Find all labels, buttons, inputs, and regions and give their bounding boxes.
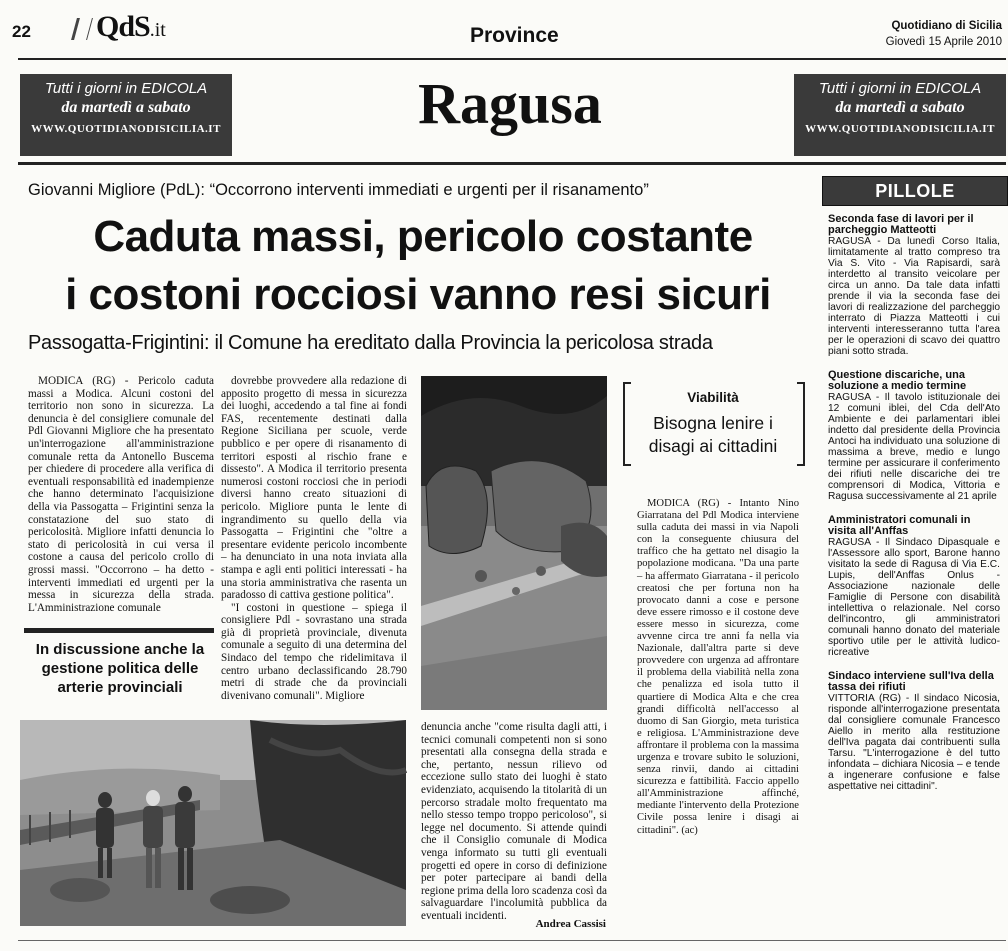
section-title: Province (470, 24, 559, 47)
pillole-list (828, 214, 1000, 944)
promo-line2: da martedì a sabato (835, 99, 965, 116)
article-subhead: Passogatta-Frigintini: il Comune ha ereditato dalla Provincia la pericolosa strada (28, 332, 713, 354)
city-title: Ragusa (418, 71, 602, 136)
article-paragraph: MODICA (RG) - Pericolo caduta massi a Modica. Alcuni costoni del territorio non sono in sicurezza. La denuncia è del consigliere comunale del Pdl Giovanni Migliore che ha presentato un'interrogazione all'amministrazione comunale retta da Antonello Buscema per chiedere di procedere alla verifica di eventuali responsabilità ed inadempienze che hanno determinato l'acquisizione della via Passogatta – Frigintini senza la constatazione del suo stato di pericolosità. Migliore infatti denuncia lo stato di pericolosità in cui versa il costone a causa del pericolo crollo di grossi massi. "Occorrono – ha detto - interventi immediati ed urgenti per la messa in sicurezza della strada. L'Amministrazione comunale (28, 375, 214, 614)
page-number: 22 (12, 22, 31, 41)
logo-suffix: .it (149, 19, 166, 41)
pillole-item-title: Amministratori comunali in visita all'Anffas (828, 514, 971, 537)
sidebar-box-title: Bisogna lenire i disagi ai cittadini (648, 413, 778, 456)
article-paragraph: dovrebbe provvedere alla redazione di apposito progetto di messa in sicurezza dei luoghi, accedendo a tal fine ai fondi FAS, recentemente destinati dalla Regione Siciliana per scuole, verde pubblico e per opere di risanamento di territori esposti al rischio frane e dissesto". A Modica il territorio presenta numerosi costoni rocciosi che in periodi diversi hanno creato situazioni di pericolo. Migliore punta le lente di ingrandimento su quello della via Passogatta – Frigintini che "oltre a presentare evidente pericolo incombente – ha denunciato in una nota inviata alla stampa e agli enti politici interessati - ha una storia amministrativa che rasenta un paradosso di cattiva gestione politica". (221, 375, 407, 602)
article-kicker: Giovanni Migliore (PdL): “Occorrono interventi immediati e urgenti per il risanamento” (28, 181, 649, 199)
promo-right (794, 74, 1006, 156)
headline-line1: Caduta massi, pericolo costante (93, 212, 753, 261)
photo-fallen-rocks (421, 376, 607, 710)
footer-rule (18, 940, 1006, 941)
pillole-header (822, 176, 1008, 206)
logo (74, 10, 166, 46)
promo-line1: Tutti i giorni in EDICOLA (818, 80, 982, 97)
pillole-title: PILLOLE (875, 181, 955, 201)
photo-pedestrians-road (20, 720, 406, 926)
promo-url: WWW.QUOTIDIANODISICILIA.IT (805, 123, 995, 135)
pullquote: In discussione anche la gestione politica delle arterie provinciali (35, 641, 205, 696)
pillole-item (828, 515, 1000, 658)
logo-text: QdS (96, 10, 150, 43)
promo-left (20, 74, 232, 156)
promo-line1: Tutti i giorni in EDICOLA (44, 80, 208, 97)
logo-mark-icon (71, 18, 93, 40)
pillole-item (828, 214, 1000, 357)
pillole-item-text: RAGUSA - Il tavolo istituzionale dei 12 comuni iblei, del Cda dell'Ato Ambiente e dei parlamentari iblei indetto dal presidente della Provincia Antoci ha individuato una soluzione di massima a breve, medio e lungo termine per assicurare il conferimento dei rifiuti nelle discariche dei tre comprensori di Modica, Vittoria e Ragusa successivamente al 21 aprile (828, 392, 1000, 502)
pillole-item (828, 370, 1000, 502)
pillole-item-title: Questione discariche, una soluzione a medio termine (828, 369, 967, 392)
article-paragraph: denuncia anche "come risulta dagli atti, i tecnici comunali competenti non si sono presentati alla consegna della strada e che, pertanto, nessun rilievo od eccezione sullo stato dei luoghi è stato evidenziato, acquisendo la titolarità di un percorso stradale molto frequentato ma nello stesso tempo troppo pericoloso", si legge nel documento. Si attende quindi che il Consiglio comunale di Modica venga informato su tutti gli eventuali progetti ed opere in corso di definizione per poter partecipare ai bandi della regione prima della loro scadenza così da salvaguardare l'incolumità pubblica da eventuali incidenti. (421, 721, 607, 922)
article-column-2 (221, 375, 407, 710)
pillole-item-text: VITTORIA (RG) - Il sindaco Nicosia, risponde all'interrogazione presentata dal consigliere comunale Francesco Aiello in merito alla restituzione dell'Iva pagata dai contribuenti sulla Tarsu. "L'interrogazione è del tutto infondata – dichiara Nicosia – e tende a ingenerare confusione e false aspettative nei cittadini". (828, 693, 1000, 792)
pillole-item (828, 671, 1000, 792)
promo-url: WWW.QUOTIDIANODISICILIA.IT (31, 123, 221, 135)
newspaper-name: Quotidiano di Sicilia (891, 20, 1002, 32)
article-column-1 (28, 375, 214, 614)
header-rule (18, 58, 1006, 60)
article-paragraph: "I costoni in questione – spiega il consigliere Pdl - sovrastano una strada già di proprietà provinciale, divenuta comunale a seguito di una determina del Sindaco del tempo che ridelimitava il centro urbano declassificando 28.790 metri di strade che da provinciali divenivano comunali". Migliore (221, 601, 407, 702)
article-byline: Andrea Cassisi (535, 918, 606, 930)
section-rule (18, 162, 1006, 165)
promo-line2: da martedì a sabato (61, 99, 191, 116)
sidebar-box-label: Viabilità (687, 390, 739, 405)
pillole-item-title: Sindaco interviene sull'Iva della tassa dei rifiuti (828, 670, 994, 693)
headline-line2: i costoni rocciosi vanno resi sicuri (65, 270, 771, 319)
pullquote-top-rule (24, 628, 214, 633)
issue-date: Giovedì 15 Aprile 2010 (885, 36, 1002, 48)
sidebar-box-bracket-left (623, 382, 631, 466)
sidebar-box-body (637, 498, 799, 868)
pillole-item-text: RAGUSA - Il Sindaco Dipasquale e l'Assessore allo sport, Barone hanno visitato la sede di Ragusa di Via E.C. Lupis, dell'Anffas Onlus - Associazione nazionale delle Famiglie di Persone con disabilità intellettiva o relazionale. Nel corso dell'incontro, gli amministratori comunali hanno donato del materiale sportivo utile per le attività ludico-ricreative (828, 537, 1000, 658)
sidebar-box-paragraph: MODICA (RG) - Intanto Nino Giarratana del Pdl Modica interviene sulla caduta dei massi in via Napoli con la conseguente chiusura del traffico che ha gettato nel disagio la popolazione modicana. "Da una parte – ha affermato Giarratana - il pericolo creatosi che per fortuna non ha provocato danni a cose e persone deve essere rimosso e il costone deve essere messo in sicurezza, come avvenne circa tre anni fa nella via Nazionale, dall'altra parte si deve provvedere con urgenza ad affrontare il problema della viabilità nella zona che penalizza ed isola tutto il quartiere di Modica Alta e che crea grandi difficoltà nell'accesso al duomo di San Giorgio, meta turistica e religiosa. L'Amministrazione deve affrontare il problema con la massima urgenza e trovare subito le soluzioni, senza rinvii, dando ai cittadini sicurezza e fattibilità. Faccio appello all'Amministrazione affinché, mediante l'intervento della Protezione Civile possa lenire i disagi ai cittadini". (ac) (637, 498, 799, 836)
pillole-item-title: Seconda fase di lavori per il parcheggio Matteotti (828, 213, 974, 236)
article-column-3 (421, 721, 607, 922)
sidebar-box-bracket-right (797, 382, 805, 466)
pillole-item-text: RAGUSA - Da lunedì Corso Italia, limitatamente al tratto compreso tra Via S. Vito - Via Rapisardi, sarà interdetto al transito veicolare per circa un anno. Da tale data infatti prende il via la seconda fase dei lavori di realizzazione del parcheggio interrato di Piazza Matteotti i cui interventi interesseranno tutta l'area per le operazioni di scavo dei quattro piani sotto strada. (828, 236, 1000, 357)
